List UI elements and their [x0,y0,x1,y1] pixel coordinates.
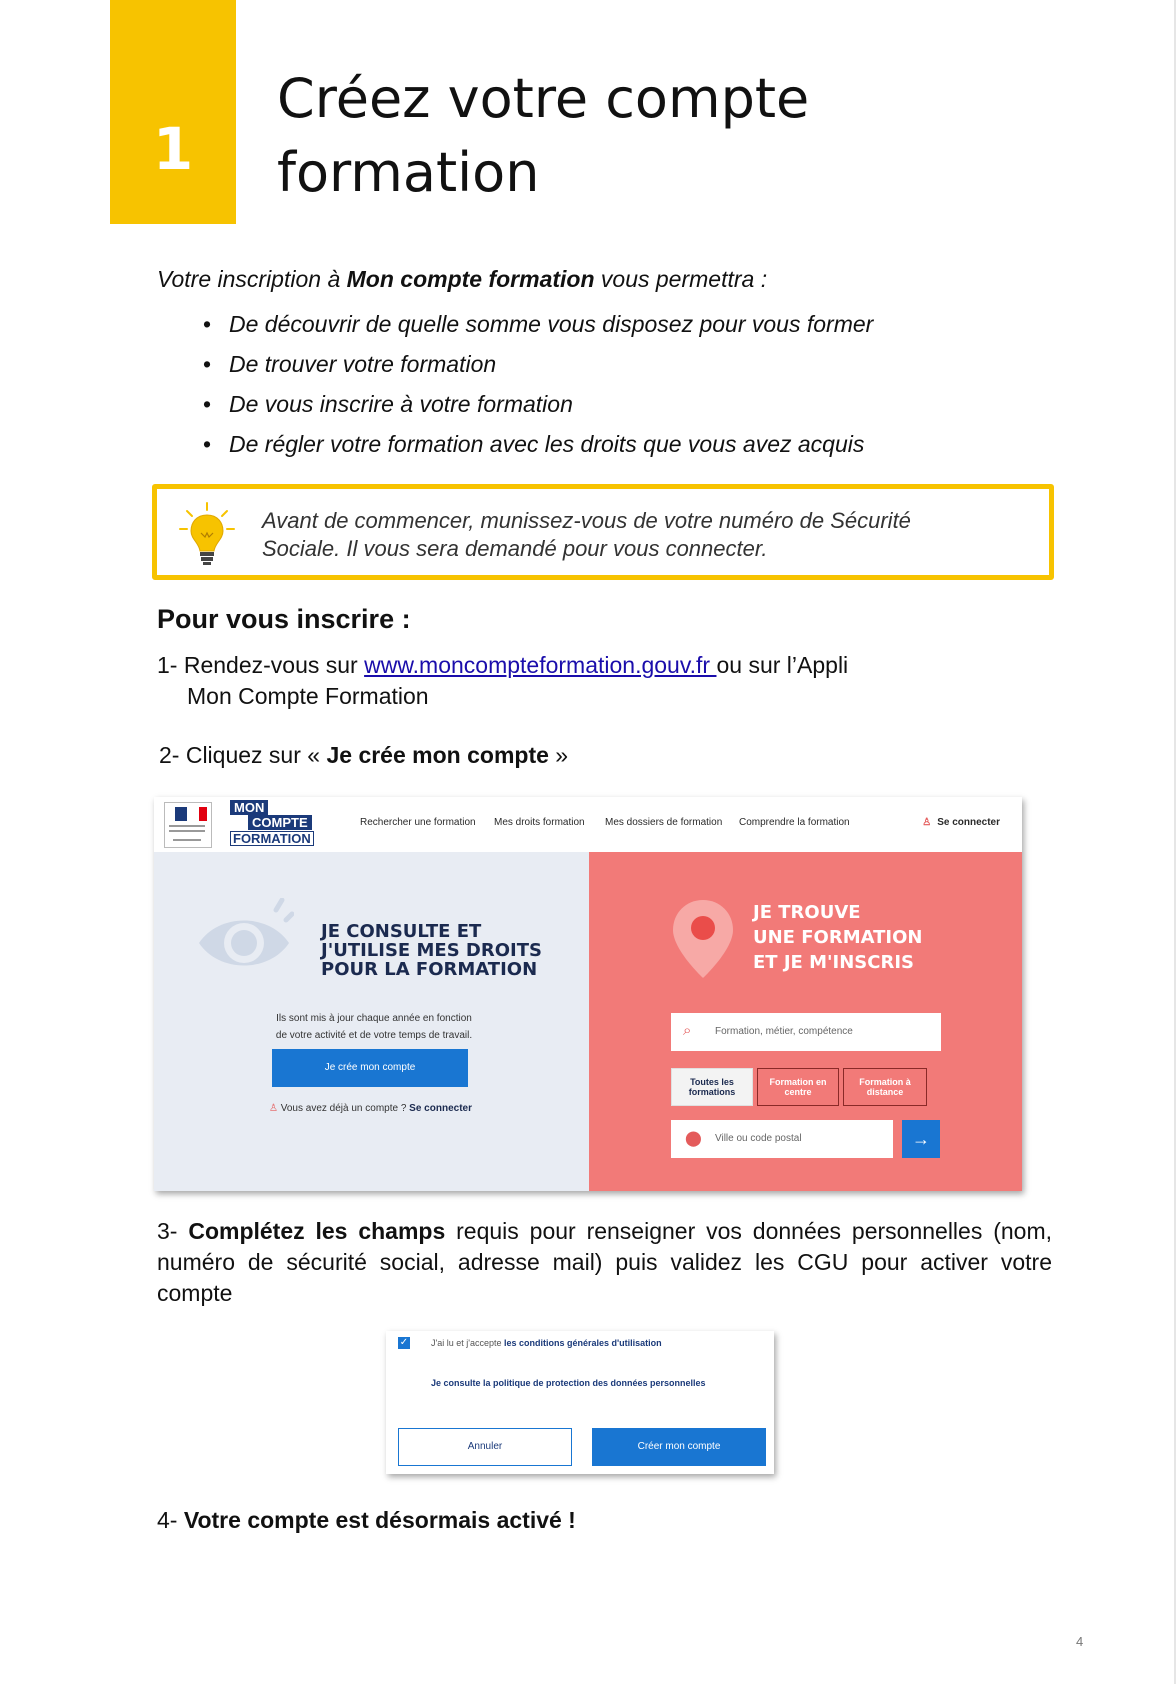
title-line-1: Créez votre compte [277,67,810,130]
lightbulb-icon [177,501,237,571]
cgu-screenshot [386,1331,774,1474]
rights-title [321,922,561,979]
step-3-emphasis: Complétez les champs [188,1218,446,1244]
step-2-prefix: 2- Cliquez sur « [159,742,327,768]
benefits-list [200,305,873,465]
arrow-right-icon: → [912,1129,930,1149]
logo-line-1: MON [230,800,268,815]
homepage-screenshot [154,797,1022,1191]
user-icon: ♙ [269,1103,278,1114]
intro-text [157,266,767,293]
step-3-prefix: 3- [157,1218,189,1244]
tab-label: Formation en [769,1077,827,1087]
eye-icon [194,898,294,978]
tab-distance[interactable] [843,1068,927,1106]
rights-title-line-3: POUR LA FORMATION [321,959,538,980]
cgu-label [431,1338,662,1348]
site-header [154,797,1022,852]
cancel-button[interactable]: Annuler [398,1428,572,1466]
tab-label: distance [866,1087,904,1097]
search-title-line-3: ET JE M'INSCRIS [753,952,914,973]
search-icon: ⌕ [683,1022,692,1039]
intro-prefix: Votre inscription à [157,266,347,292]
title-line-2: formation [277,141,540,204]
rights-text-line-2: de votre activité et de votre temps de travail. [275,1030,473,1041]
nav-link-rechercher[interactable]: Rechercher une formation [360,817,476,828]
section-number: 1 [152,115,194,183]
search-placeholder: Formation, métier, compétence [715,1026,853,1037]
search-submit-button[interactable] [902,1120,940,1158]
search-title [753,900,953,975]
section-number-badge [110,0,236,224]
rights-description [264,1010,484,1044]
privacy-policy-link[interactable]: Je consulte la politique de protection des données personnelles [431,1378,706,1388]
tab-label: Toutes les [690,1077,734,1087]
login-link[interactable]: Se connecter [409,1103,472,1114]
nav-link-droits[interactable]: Mes droits formation [494,817,585,828]
republique-francaise-logo [164,802,212,848]
step-1 [157,650,848,712]
step-4-emphasis: Votre compte est désormais activé ! [183,1507,576,1533]
page-title [277,62,809,210]
list-item: • De régler votre formation avec les droits que vous avez acquis [200,425,873,465]
nav-link-dossiers[interactable]: Mes dossiers de formation [605,817,723,828]
tab-all-trainings[interactable] [671,1068,753,1106]
step-2-emphasis: Je crée mon compte [326,742,549,768]
nav-link-comprendre[interactable]: Comprendre la formation [739,817,850,828]
tip-line-2: Sociale. Il vous sera demandé pour vous connecter. [262,536,768,561]
list-item: • De trouver votre formation [200,345,873,385]
intro-suffix: vous permettra : [594,266,768,292]
intro-emphasis: Mon compte formation [346,266,595,292]
tip-line-1: Avant de commencer, munissez-vous de votre numéro de Sécurité [262,508,911,533]
step-3 [157,1216,1052,1309]
header-login-link[interactable] [922,817,1000,828]
tab-in-center[interactable] [757,1068,839,1106]
section-title: Pour vous inscrire : [157,604,411,634]
header-login-label: Se connecter [937,817,1000,828]
mon-compte-formation-logo[interactable] [230,800,322,846]
search-title-line-2: UNE FORMATION [753,927,923,948]
logo-line-3: FORMATION [230,831,314,846]
tab-label: formations [688,1087,736,1097]
list-item: • De découvrir de quelle somme vous disposez pour vous former [200,305,873,345]
create-my-account-button[interactable]: Créer mon compte [592,1428,766,1466]
training-search-input[interactable] [671,1013,941,1051]
location-pin-icon: ⬤ [685,1130,702,1147]
rights-title-line-1: JE CONSULTE ET [321,921,482,942]
logo-line-2: COMPTE [248,815,312,830]
moncompteformation-link[interactable]: www.moncompteformation.gouv.fr [364,652,717,678]
step-2-suffix: » [548,742,569,768]
login-prefix: Vous avez déjà un compte ? [280,1103,410,1114]
existing-account-login [269,1103,472,1114]
tab-label: Formation à [859,1077,911,1087]
city-input[interactable] [671,1120,893,1158]
cgu-prefix: J'ai lu et j'accepte [431,1338,504,1348]
step-1-line-2: Mon Compte Formation [187,683,429,709]
cgu-link[interactable]: les conditions générales d'utilisation [503,1338,662,1348]
search-panel [589,852,1022,1191]
step-3-text: requis pour renseigner vos données personnelles (nom, numéro de sécurité social, adresse mail) puis validez les CGU pour activer votre compte [157,1218,1052,1306]
rights-text-line-1: Ils sont mis à jour chaque année en fonction [276,1013,472,1024]
cgu-checkbox[interactable]: ✓ [399,1337,409,1348]
create-account-button[interactable]: Je crée mon compte [272,1049,468,1087]
rights-title-line-2: J'UTILISE MES DROITS [321,940,542,961]
page-number: 4 [1076,1634,1084,1649]
rights-panel [154,852,589,1191]
tip-box [152,484,1054,580]
step-1-suffix: ou sur l’Appli [716,652,849,678]
city-placeholder: Ville ou code postal [715,1133,802,1144]
step-4 [157,1505,576,1536]
step-1-prefix: 1- Rendez-vous sur [157,652,365,678]
list-item: • De vous inscrire à votre formation [200,385,873,425]
tip-text [262,507,962,563]
user-icon: ♙ [922,817,932,828]
tab-label: centre [784,1087,812,1097]
map-pin-icon [671,898,735,980]
step-4-prefix: 4- [157,1507,184,1533]
search-title-line-1: JE TROUVE [753,902,861,923]
step-2 [159,740,568,771]
